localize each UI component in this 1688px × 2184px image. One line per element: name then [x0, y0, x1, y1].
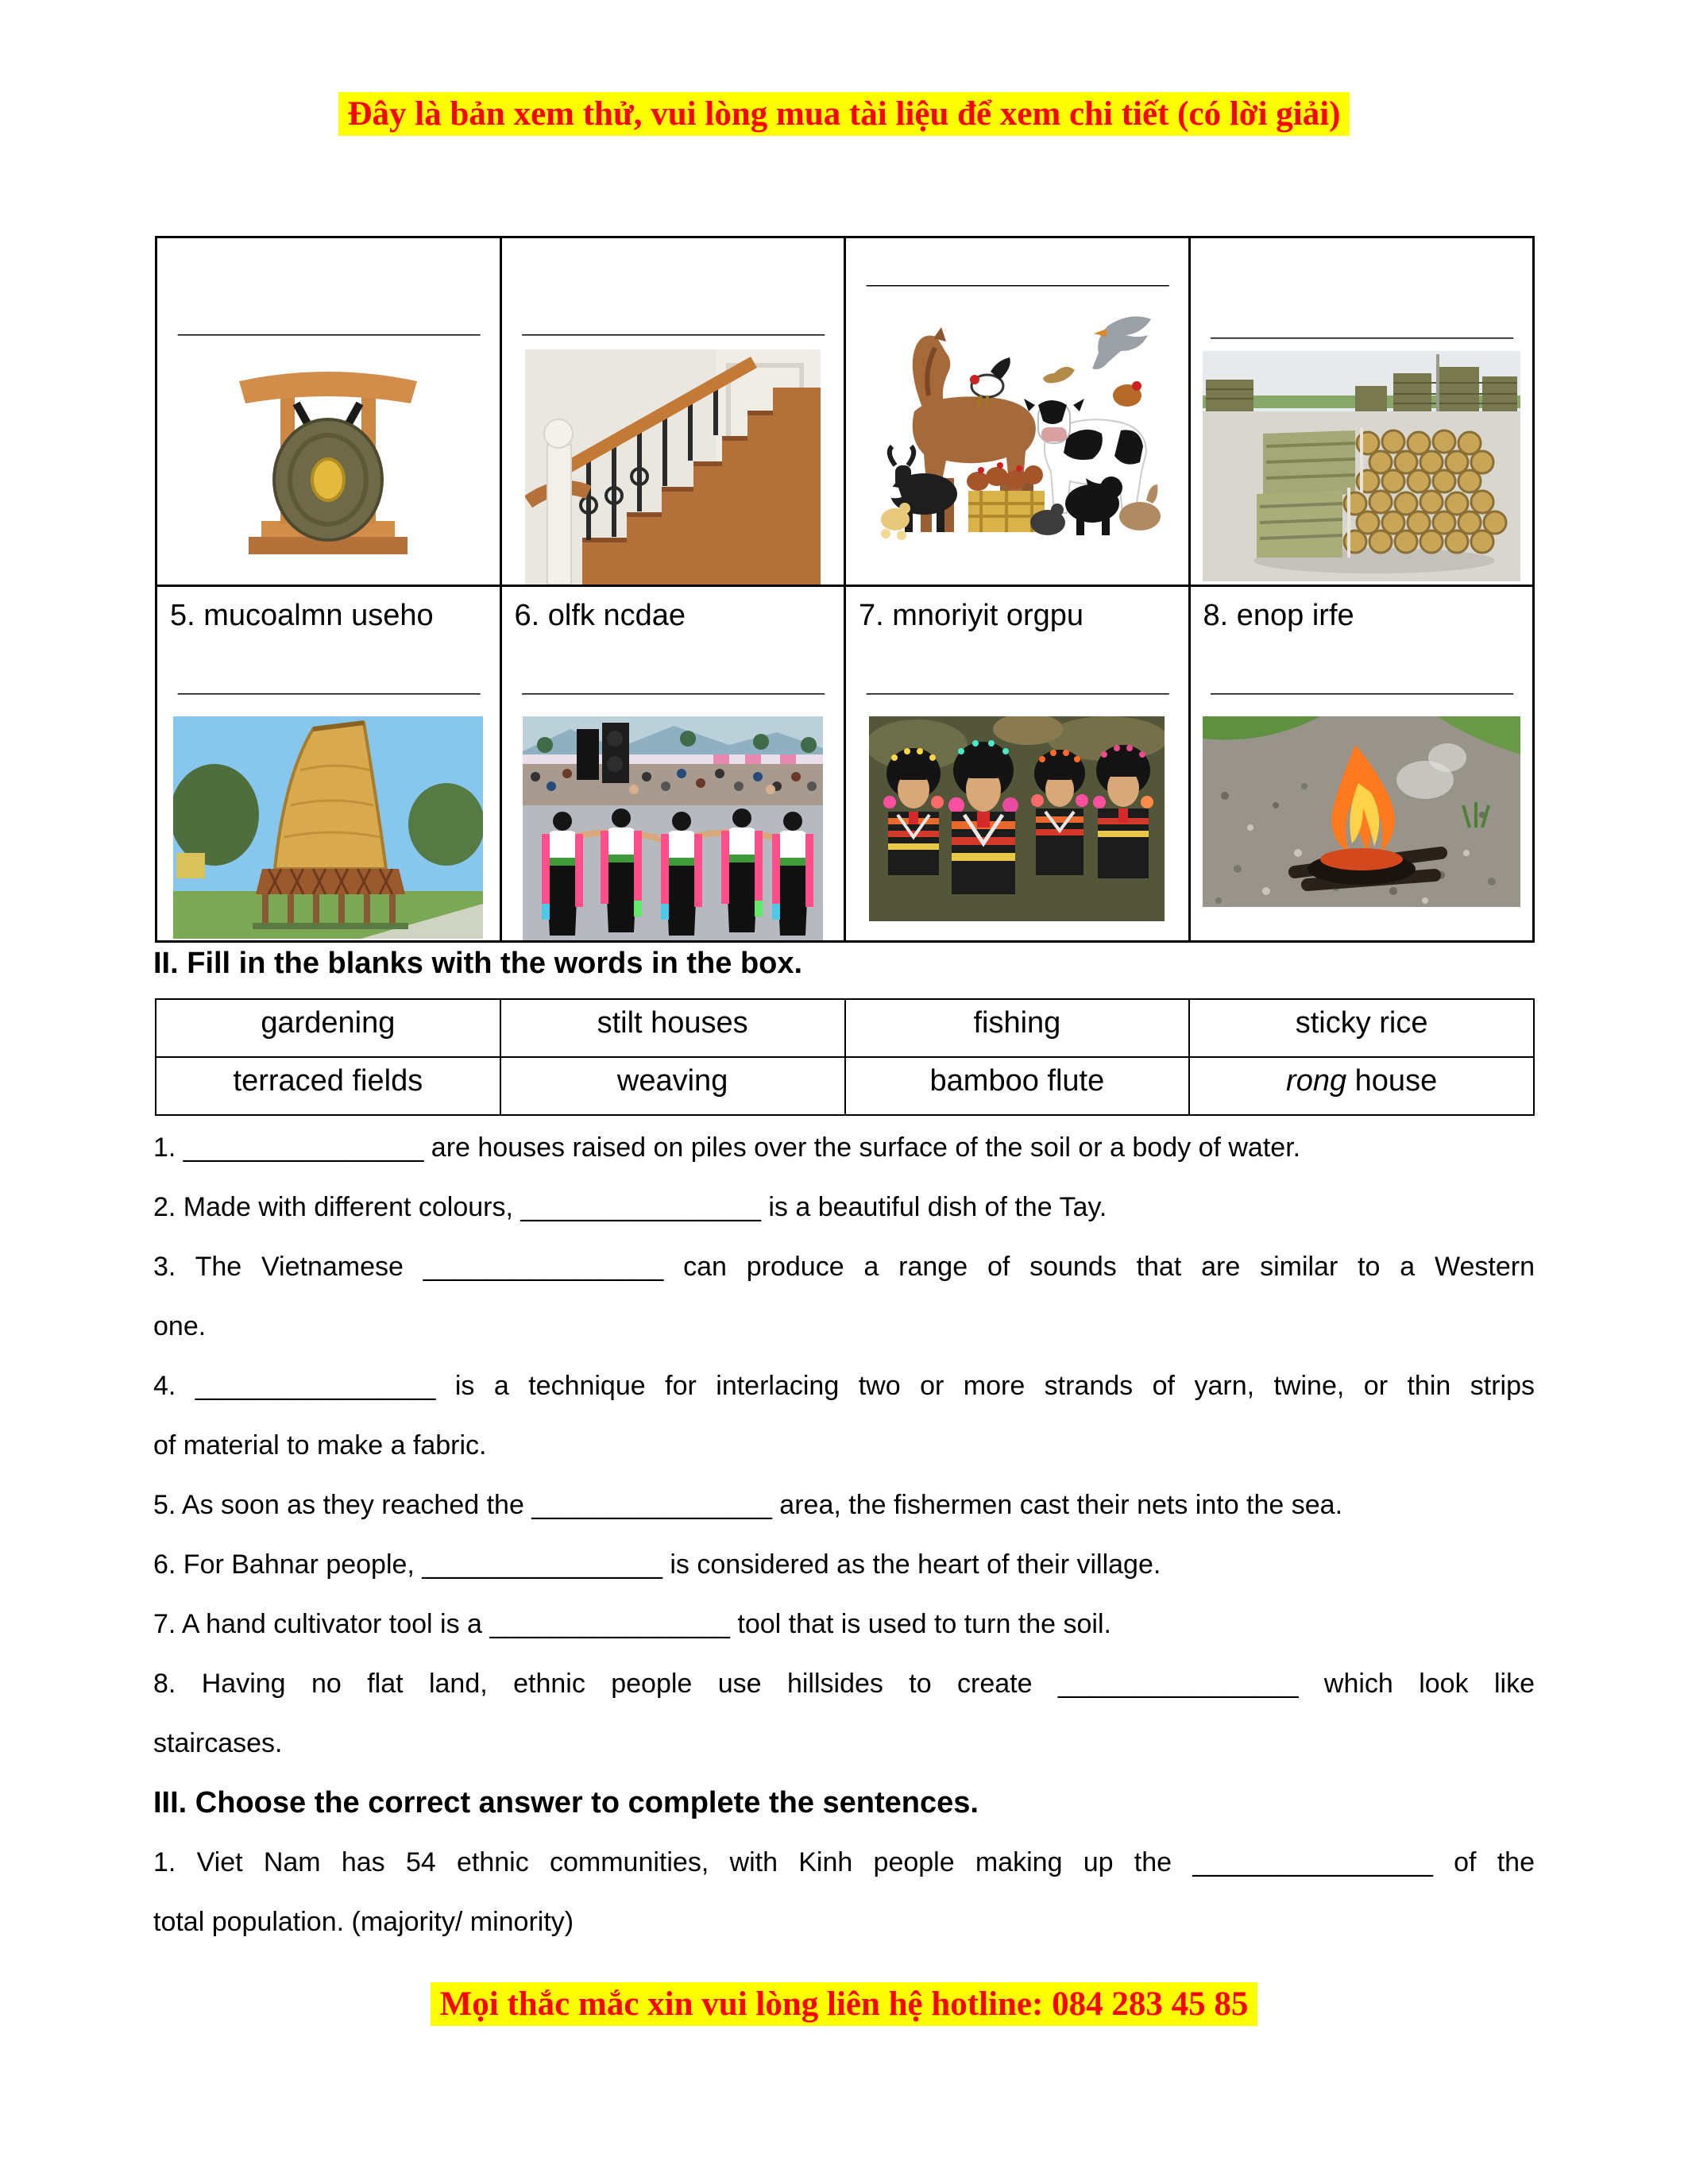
picture-cell-1 [156, 237, 501, 586]
hotline-notice: Mọi thắc mắc xin vui lòng liên hệ hotline: 084 283 45 85 [431, 1982, 1258, 2026]
s2-sentence-7: 7. A hand cultivator tool is a ________________ tool that is used to turn the soil. [153, 1609, 1111, 1639]
word-box-table [155, 998, 1535, 1116]
word-terraced-fields: terraced fields [156, 1057, 500, 1115]
word-bamboo-flute: bamboo flute [845, 1057, 1190, 1115]
rong-house-image [173, 716, 483, 939]
word-sticky-rice: sticky rice [1189, 999, 1534, 1057]
s2-sentence-6: 6. For Bahnar people, ________________ is considered as the heart of their village. [153, 1549, 1161, 1580]
rong-house-image-wrap [157, 716, 500, 939]
top-notice-wrap [0, 92, 1688, 136]
folk-dance-image [523, 716, 823, 940]
picture-label-5: 5. mucoalmn useho [170, 599, 434, 632]
timber-image-wrap [1191, 351, 1533, 581]
picture-blank-1: __________________ [178, 306, 481, 339]
word-gardening: gardening [156, 999, 500, 1057]
rong-rest: house [1346, 1063, 1438, 1098]
wooden-staircase-image [525, 349, 821, 585]
picture-cell-6 [500, 586, 845, 942]
sentence-block [153, 1118, 1535, 1952]
picture-cell-7 [845, 586, 1190, 942]
s2-sentence-1: 1. ________________ are houses raised on piles over the surface of the soil or a body of water. [153, 1133, 1301, 1163]
ethnic-minority-group-image [869, 716, 1165, 921]
picture-blank-8: __________________ [1211, 665, 1513, 698]
preview-notice: Đây là bản xem thử, vui lòng mua tài liệu để xem chi tiết (có lời giải) [338, 92, 1350, 136]
s2-sentence-4-line-2: of material to make a fabric. [153, 1430, 487, 1461]
minority-group-image-wrap [846, 716, 1188, 921]
picture-label-8: 8. enop irfe [1203, 599, 1354, 632]
s2-sentence-8-line-1: 8. Having no flat land, ethnic people use hillsides to create ________________ which look like [153, 1669, 1535, 1699]
s3-sentence-1-line-2: total population. (majority/ minority) [153, 1907, 574, 1937]
word-rong-house [1189, 1057, 1534, 1115]
open-fire-image [1203, 716, 1520, 907]
picture-blank-4: __________________ [1211, 309, 1513, 342]
farm-animals-image [870, 313, 1164, 543]
s2-sentence-3-line-1: 3. The Vietnamese ________________ can produce a range of sounds that are similar to a Western [153, 1252, 1535, 1282]
picture-cell-3 [845, 237, 1190, 586]
picture-blank-5: __________________ [178, 665, 481, 698]
s2-sentence-8-line-2: staircases. [153, 1728, 283, 1758]
open-fire-image-wrap [1191, 716, 1533, 907]
section3-heading: III. Choose the correct answer to complete the sentences. [153, 1786, 979, 1819]
picture-row-2 [156, 586, 1534, 942]
s2-sentence-4-line-1: 4. ________________ is a technique for interlacing two or more strands of yarn, twine, or thin strips [153, 1371, 1535, 1401]
timber-log-pile-image [1203, 351, 1520, 581]
word-fishing: fishing [845, 999, 1190, 1057]
picture-label-6: 6. olfk ncdae [514, 599, 686, 632]
rong-italic: rong [1286, 1063, 1347, 1098]
picture-cell-4 [1189, 237, 1534, 586]
word-box-row-1 [156, 999, 1534, 1057]
staircase-image-wrap [502, 349, 844, 585]
picture-blank-7: __________________ [867, 665, 1169, 698]
picture-table [155, 236, 1535, 943]
folk-dance-image-wrap [502, 716, 844, 940]
picture-row-1 [156, 237, 1534, 586]
picture-blank-2: __________________ [522, 306, 825, 339]
picture-cell-5 [156, 586, 501, 942]
word-weaving: weaving [500, 1057, 845, 1115]
picture-blank-3: __________________ [867, 257, 1169, 290]
gong-image-wrap [157, 349, 500, 565]
farm-animals-image-wrap [846, 313, 1188, 543]
s2-sentence-2: 2. Made with different colours, ________________ is a beautiful dish of the Tay. [153, 1192, 1107, 1222]
picture-blank-6: __________________ [522, 665, 825, 698]
s3-sentence-1-line-1: 1. Viet Nam has 54 ethnic communities, with Kinh people making up the ________________ of the [153, 1847, 1535, 1877]
picture-label-7: 7. mnoriyit orgpu [859, 599, 1084, 632]
s2-sentence-5: 5. As soon as they reached the ________________ area, the fishermen cast their nets into the sea. [153, 1490, 1343, 1520]
bottom-notice-wrap [0, 1982, 1688, 2026]
gong-image [201, 349, 455, 565]
picture-cell-8 [1189, 586, 1534, 942]
picture-cell-2 [500, 237, 845, 586]
word-box-row-2 [156, 1057, 1534, 1115]
section2-heading: II. Fill in the blanks with the words in the box. [153, 947, 803, 980]
s2-sentence-3-line-2: one. [153, 1311, 207, 1341]
word-stilt-houses: stilt houses [500, 999, 845, 1057]
